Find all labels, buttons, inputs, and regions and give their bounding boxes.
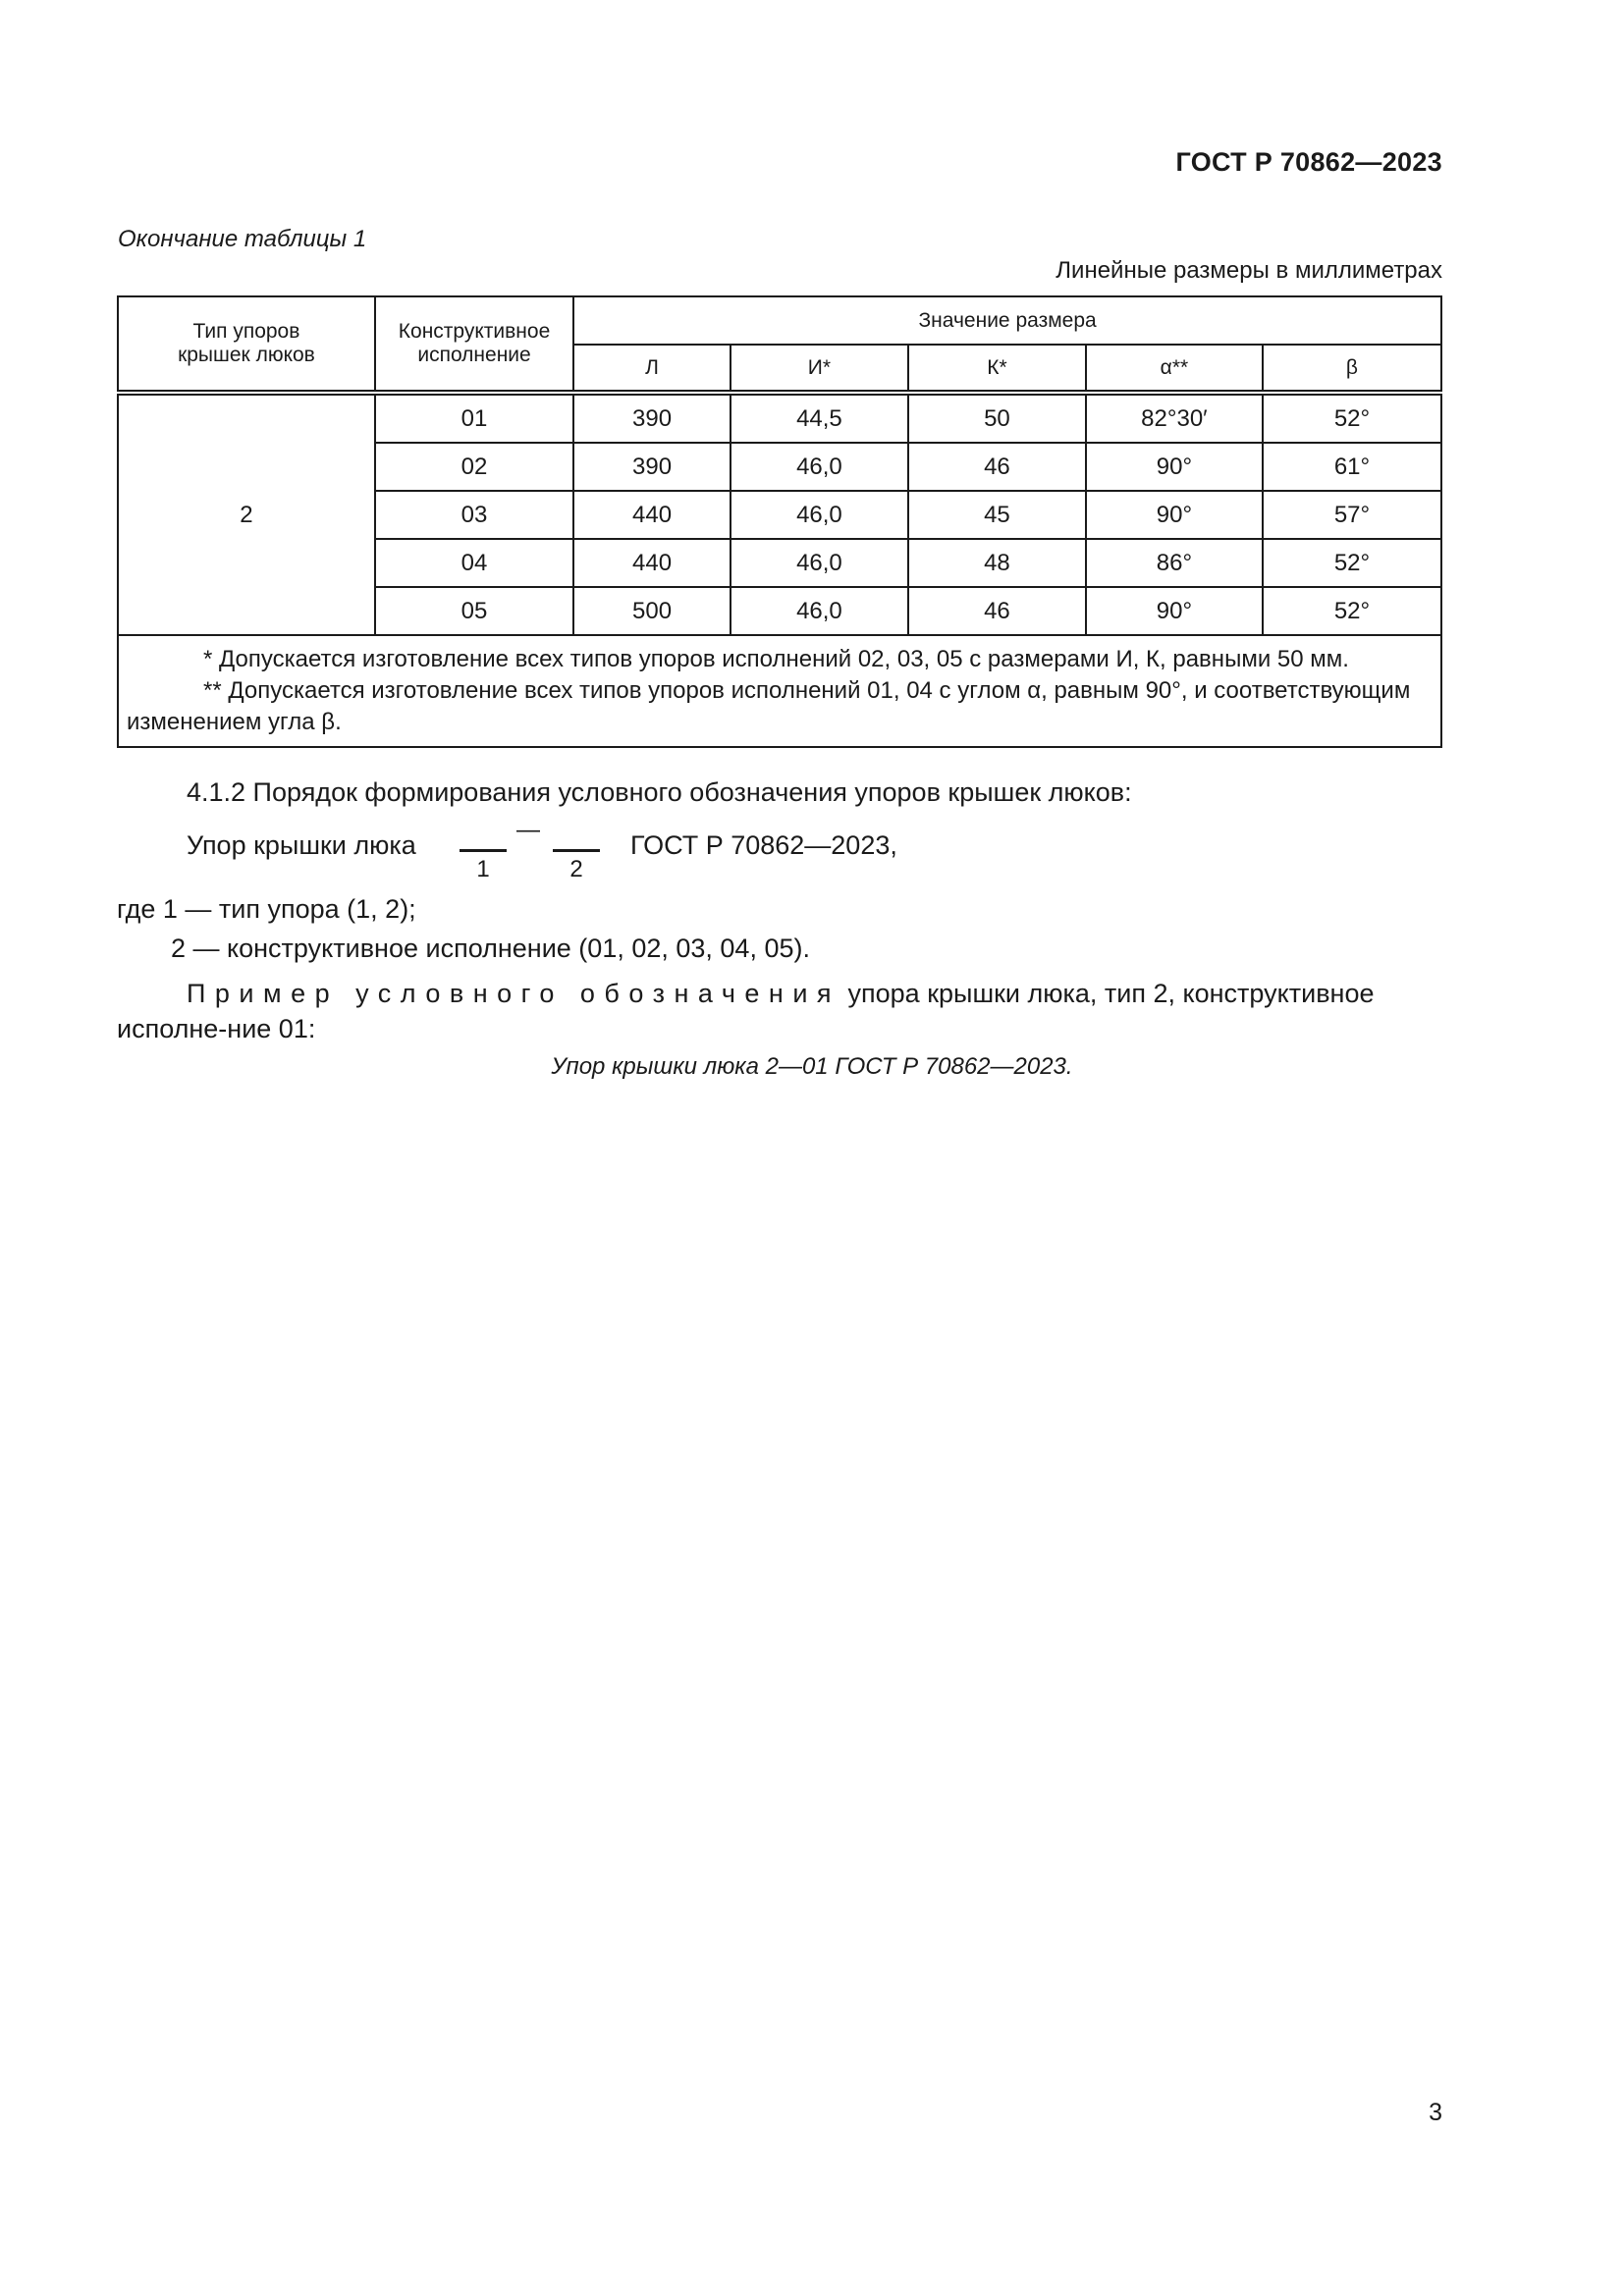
header-alpha: α** [1086, 345, 1263, 393]
formula-dash: — [516, 817, 540, 843]
l-cell: 390 [573, 443, 731, 491]
section-heading: 4.1.2 Порядок формирования условного обозначения упоров крышек люков: [187, 777, 1132, 807]
where-line-design: 2 — конструктивное исполнение (01, 02, 03, 04, 05). [171, 934, 810, 963]
header-type: Тип упоров крышек люков [118, 296, 375, 393]
l-cell: 500 [573, 587, 731, 635]
header-i: И* [731, 345, 908, 393]
dimensions-table [117, 295, 1442, 748]
example-intro-spaced: Пример условного обозначения [187, 979, 841, 1008]
page-number: 3 [1429, 2099, 1442, 2126]
table-notes [118, 635, 1441, 747]
example-intro-rest: упора крышки люка, тип 2, конструктивное исполне-ние 01: [117, 979, 1375, 1043]
header-k: К* [908, 345, 1086, 393]
design-cell: 04 [375, 539, 573, 587]
alpha-cell: 82°30′ [1086, 393, 1263, 443]
l-cell: 440 [573, 491, 731, 539]
design-cell: 05 [375, 587, 573, 635]
example-intro [117, 976, 1442, 1046]
alpha-cell: 90° [1086, 587, 1263, 635]
formula-slot-design: 2 [553, 849, 600, 883]
formula-slot-type: 1 [460, 849, 507, 883]
l-cell: 440 [573, 539, 731, 587]
design-cell: 02 [375, 443, 573, 491]
header-design: Конструктивное исполнение [375, 296, 573, 393]
beta-cell: 57° [1263, 491, 1441, 539]
l-cell: 390 [573, 393, 731, 443]
k-cell: 50 [908, 393, 1086, 443]
formula-label: Упор крышки люка [187, 830, 416, 860]
i-cell: 46,0 [731, 587, 908, 635]
header-l: Л [573, 345, 731, 393]
i-cell: 46,0 [731, 539, 908, 587]
table-row [118, 393, 1441, 443]
alpha-cell: 90° [1086, 491, 1263, 539]
table-notes-row [118, 635, 1441, 747]
alpha-cell: 90° [1086, 443, 1263, 491]
designation-formula [187, 817, 1070, 882]
formula-standard: ГОСТ Р 70862—2023, [630, 830, 897, 860]
type-cell: 2 [118, 393, 375, 635]
i-cell: 44,5 [731, 393, 908, 443]
design-cell: 03 [375, 491, 573, 539]
example-designation: Упор крышки люка 2—01 ГОСТ Р 70862—2023. [551, 1053, 1073, 1080]
k-cell: 48 [908, 539, 1086, 587]
beta-cell: 52° [1263, 587, 1441, 635]
table-note: * Допускается изготовление всех типов упоров исполнений 02, 03, 05 с размерами И, К, равными 50 мм. [203, 646, 1349, 672]
table-note: ** Допускается изготовление всех типов упоров исполнений 01, 04 с углом α, равным 90°, и соответствующим изменением угла β. [127, 677, 1411, 735]
alpha-cell: 86° [1086, 539, 1263, 587]
header-beta: β [1263, 345, 1441, 393]
beta-cell: 52° [1263, 539, 1441, 587]
i-cell: 46,0 [731, 491, 908, 539]
k-cell: 46 [908, 443, 1086, 491]
standard-designation: ГОСТ Р 70862—2023 [1175, 147, 1442, 177]
table-caption: Окончание таблицы 1 [118, 226, 367, 252]
k-cell: 45 [908, 491, 1086, 539]
k-cell: 46 [908, 587, 1086, 635]
header-values: Значение размера [573, 296, 1441, 345]
i-cell: 46,0 [731, 443, 908, 491]
beta-cell: 61° [1263, 443, 1441, 491]
where-line-type: где 1 — тип упора (1, 2); [117, 894, 416, 924]
design-cell: 01 [375, 393, 573, 443]
beta-cell: 52° [1263, 393, 1441, 443]
units-note: Линейные размеры в миллиметрах [1056, 257, 1442, 284]
